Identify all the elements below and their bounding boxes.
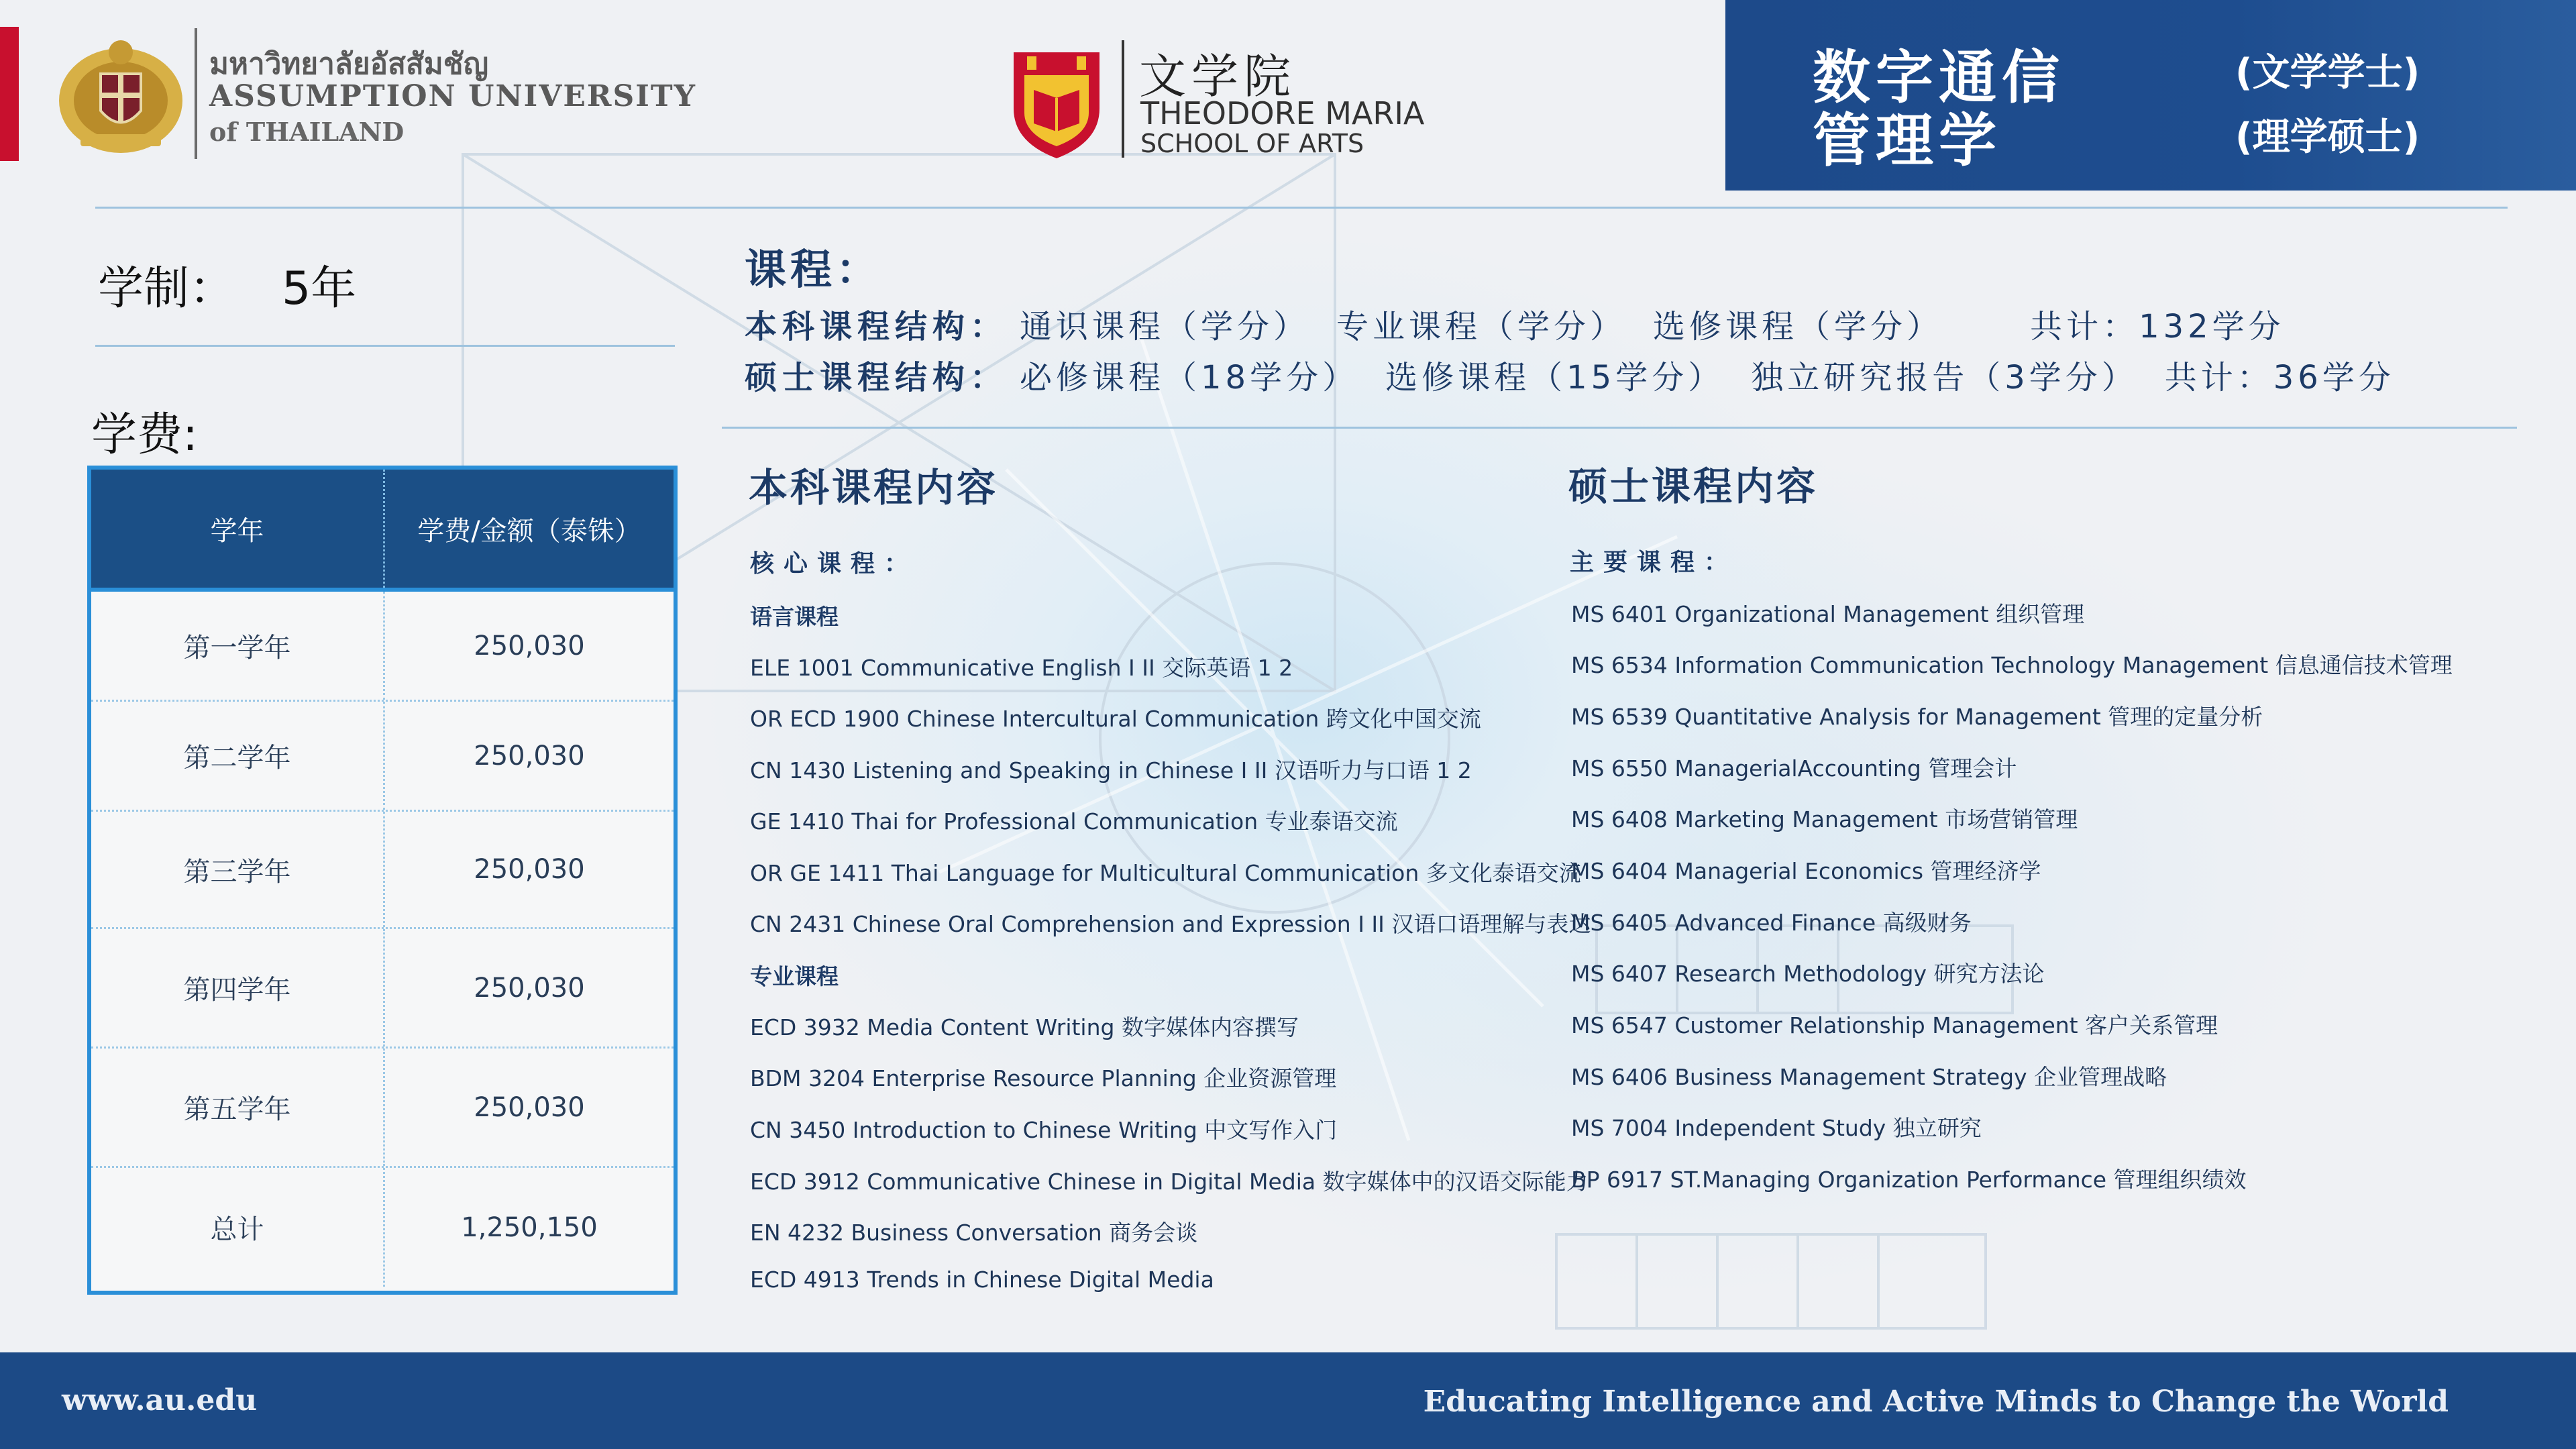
tuition-table [87,466,678,1295]
list-item: MS 6406 Business Management Strategy 企业管理战略 [1571,1064,2167,1090]
master-main-subtitle: 主要课程： [1570,549,1738,576]
table-cell-amount: 250,030 [474,854,585,885]
structure-item: 通识课程（学分） [1020,308,1310,345]
table-row [91,1049,674,1168]
table-row [91,812,674,929]
list-item: ECD 3912 Communicative Chinese in Digital Media 数字媒体中的汉语交际能力 [750,1169,1589,1195]
table-row-total [91,1168,674,1287]
program-degree-master: (理学硕士) [2235,115,2420,159]
table-row [91,929,674,1049]
undergrad-content-title: 本科课程内容 [749,465,999,511]
school-of-arts-shield-icon [1010,48,1104,161]
study-duration [98,252,356,317]
list-item: BP 6917 ST.Managing Organization Performance 管理组织绩效 [1571,1167,2247,1193]
list-item: MS 6539 Quantitative Analysis for Management 管理的定量分析 [1571,704,2263,730]
table-cell-total-amount: 1,250,150 [461,1212,598,1243]
school-english-name-line1: THEODORE MARIA [1140,95,1425,131]
au-logo-divider [195,28,197,159]
header-tuition-amount: 学费/金额（泰铢） [417,515,641,547]
list-item: MS 6405 Advanced Finance 高级财务 [1571,910,1972,936]
undergrad-structure [745,301,2312,347]
structure-item: 选修课程（学分） [1653,308,1943,345]
program-title-line1: 数字通信 [1813,44,2065,111]
structure-total: 共计：36学分 [2164,359,2395,396]
structure-total: 共计：132学分 [2030,308,2285,345]
list-item: CN 2431 Chinese Oral Comprehension and Expression I II 汉语口语理解与表达 [750,911,1591,937]
university-name: ASSUMPTION UNIVERSITY [209,79,696,113]
assumption-university-crest-icon [54,34,188,158]
list-item: OR GE 1411 Thai Language for Multicultural Communication 多文化泰语交流 [750,860,1581,886]
list-item: MS 6408 Marketing Management 市场营销管理 [1571,806,2078,833]
table-cell-total-label: 总计 [91,1168,385,1287]
program-title-line2: 管理学 [1813,107,2002,174]
list-item: ECD 4913 Trends in Chinese Digital Media [750,1267,1214,1293]
table-cell-year: 第二学年 [91,702,385,810]
list-item: MS 6534 Information Communication Technology Management 信息通信技术管理 [1571,652,2453,678]
list-item: ELE 1001 Communicative English I II 交际英语 1 2 [750,655,1293,681]
duration-label: 学制： [98,262,235,315]
structure-item: 独立研究报告（3学分） [1751,359,2138,396]
table-cell-amount: 250,030 [474,740,585,771]
structure-divider [722,427,2517,429]
duration-divider [95,345,675,347]
duration-value: 5年 [282,262,357,315]
list-item: BDM 3204 Enterprise Resource Planning 企业资源管理 [750,1065,1337,1091]
structure-item: 选修课程（15学分） [1385,359,1725,396]
tuition-label: 学费: [91,409,198,462]
program-title-banner [1725,0,2576,191]
table-cell-year: 第一学年 [91,592,385,700]
list-item: CN 3450 Introduction to Chinese Writing 中文写作入门 [750,1117,1338,1143]
list-item: MS 6401 Organizational Management 组织管理 [1571,601,2085,627]
tuition-table-header [91,470,674,592]
school-chinese-name: 文学院 [1139,49,1296,104]
school-logo-divider [1122,40,1124,158]
undergrad-core-subtitle: 核心课程： [750,550,918,578]
header-divider [95,207,2508,209]
program-degree-bachelor: (文学学士) [2235,51,2420,95]
header-academic-year: 学年 [91,470,385,588]
table-cell-year: 第三学年 [91,812,385,927]
list-item: CN 1430 Listening and Speaking in Chinese I II 汉语听力与口语 1 2 [750,757,1472,784]
undergrad-structure-label: 本科课程结构： [745,308,1008,345]
accent-red-bar [0,27,19,161]
website-link[interactable]: www.au.edu [62,1383,258,1417]
table-cell-year: 第五学年 [91,1049,385,1166]
table-cell-amount: 250,030 [474,1091,585,1123]
master-structure [745,352,2422,398]
master-content-title: 硕士课程内容 [1568,464,1819,509]
master-structure-label: 硕士课程结构： [745,359,1008,396]
list-item: MS 6547 Customer Relationship Management 客户关系管理 [1571,1012,2218,1038]
list-item: OR ECD 1900 Chinese Intercultural Communication 跨文化中国交流 [750,706,1481,732]
curriculum-title: 课程： [745,245,882,294]
table-cell-amount: 250,030 [474,972,585,1004]
structure-item: 专业课程（学分） [1336,308,1627,345]
list-item: MS 6404 Managerial Economics 管理经济学 [1571,858,2041,884]
major-course-group: 专业课程 [750,963,839,989]
structure-item: 必修课程（18学分） [1020,359,1359,396]
list-item: MS 6407 Research Methodology 研究方法论 [1571,961,2045,987]
language-course-group: 语言课程 [750,604,839,630]
school-english-name-line2: SCHOOL OF ARTS [1140,129,1364,158]
table-row [91,592,674,702]
university-slogan: Educating Intelligence and Active Minds to Change the World [1423,1385,2449,1419]
list-item: EN 4232 Business Conversation 商务会谈 [750,1220,1198,1246]
table-cell-amount: 250,030 [474,630,585,661]
list-item: MS 7004 Independent Study 独立研究 [1571,1115,1982,1141]
university-thai-name: มหาวิทยาลัยอัสสัมชัญ [209,47,489,81]
table-row [91,702,674,812]
list-item: ECD 3932 Media Content Writing 数字媒体内容撰写 [750,1014,1299,1040]
university-country: of THAILAND [209,117,405,147]
footer-bar [0,1352,2576,1449]
list-item: GE 1410 Thai for Professional Communication 专业泰语交流 [750,808,1398,835]
table-cell-year: 第四学年 [91,929,385,1046]
list-item: MS 6550 ManagerialAccounting 管理会计 [1571,755,2017,782]
